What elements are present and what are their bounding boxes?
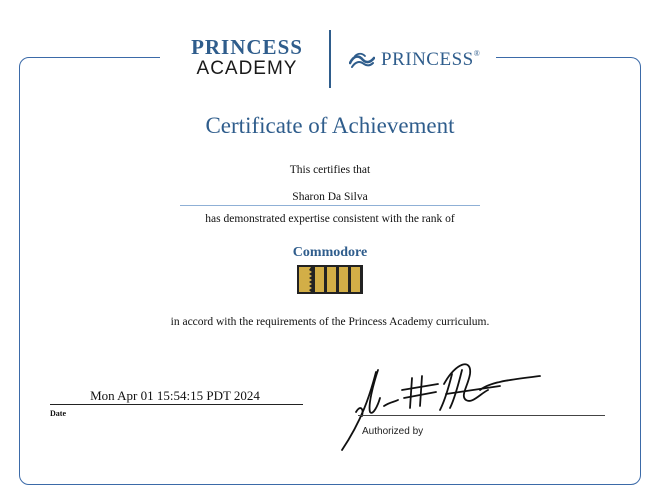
commodore-insignia-icon <box>297 265 363 299</box>
recipient-underline <box>180 205 480 206</box>
authorized-label: Authorized by <box>362 426 424 437</box>
princess-cruises-logo <box>349 48 480 72</box>
date-underline <box>50 404 303 405</box>
logo-divider <box>329 30 331 88</box>
rank-title: Commodore <box>292 245 368 260</box>
signature-icon <box>340 350 550 460</box>
date-value: Mon Apr 01 15:54:15 PDT 2024 <box>90 388 260 403</box>
certifies-text: This certifies that <box>289 164 371 176</box>
princess-academy-logo <box>178 36 316 79</box>
certificate-title: Certificate of Achievement <box>205 113 455 138</box>
demonstrated-text: has demonstrated expertise consistent with the rank of <box>205 213 455 225</box>
recipient-name: Sharon Da Silva <box>292 191 368 203</box>
academy-logo-line2: ACADEMY <box>196 58 298 79</box>
princess-wordmark: PRINCESS® <box>381 49 481 70</box>
academy-logo-line1: PRINCESS <box>191 35 303 59</box>
date-label: Date <box>50 409 66 418</box>
accord-text: in accord with the requirements of the Princess Academy curriculum. <box>170 316 490 328</box>
signature-underline <box>358 415 605 416</box>
seawitch-logo-icon <box>349 52 375 68</box>
